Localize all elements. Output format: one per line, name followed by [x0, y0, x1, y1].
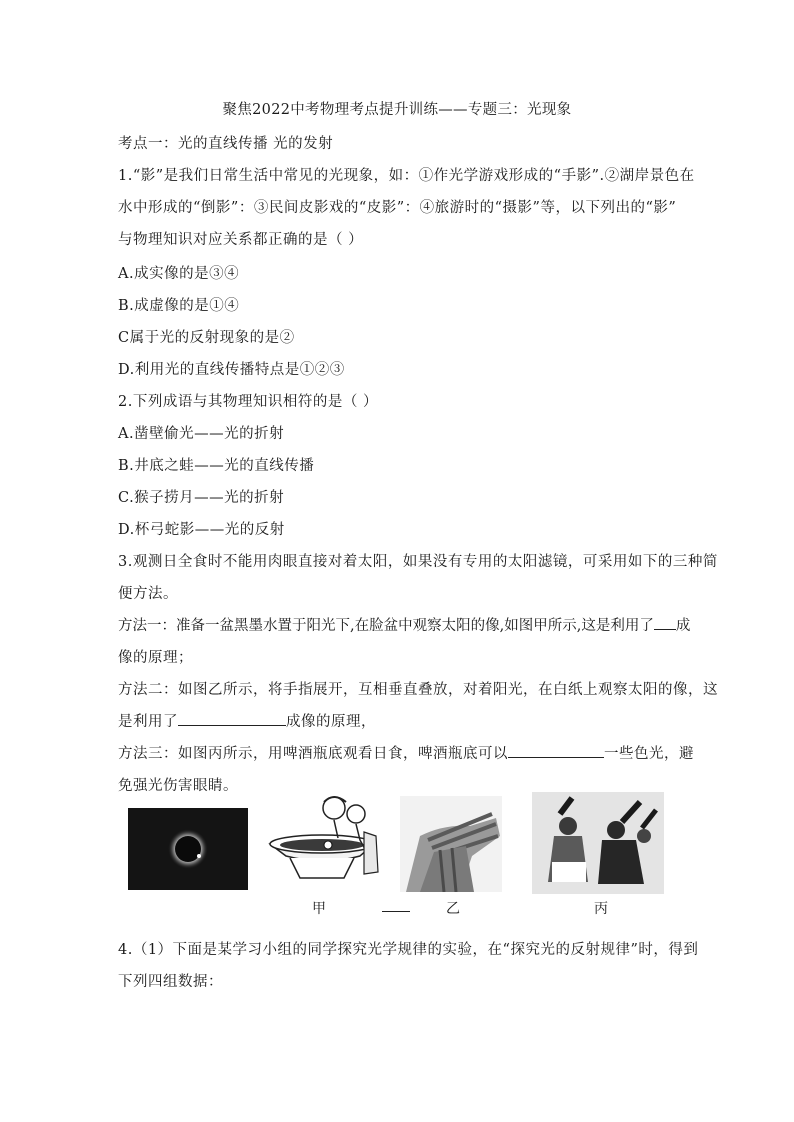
q1-option-c: C属于光的反射现象的是② — [118, 330, 295, 346]
q3-method-3-line-1 — [118, 742, 694, 763]
q1-stem-line-3: 与物理知识对应关系都正确的是（ ） — [118, 232, 364, 248]
q3-method-3-line-2: 免强光伤害眼睛。 — [118, 778, 238, 794]
q3-stem-line-2: 便方法。 — [118, 586, 178, 602]
q4-line-2: 下列四组数据： — [118, 974, 223, 990]
page-title: 聚焦2022中考物理考点提升训练——专题三：光现象 — [222, 102, 572, 118]
q1-stem-line-1: 1.“影”是我们日常生活中常见的光现象，如：①作光学游戏形成的“手影”.②湖岸景色在 — [118, 168, 695, 184]
q3-method-3-suffix: 一些色光，避 — [604, 746, 694, 762]
q1-option-a: A.成实像的是③④ — [118, 266, 240, 282]
q3-blank-2[interactable] — [178, 711, 286, 726]
q3-method-2-suffix: 成像的原理， — [286, 714, 376, 730]
caption-bing: 丙 — [594, 901, 608, 917]
q1-option-b: B.成虚像的是①④ — [118, 298, 240, 314]
q2-option-d: D.杯弓蛇影——光的反射 — [118, 522, 285, 538]
q3-method-1-suffix: 成 — [675, 618, 691, 634]
q3-method-1-line-1 — [118, 614, 691, 635]
q3-method-1-text: 方法一：准备一盆黑墨水置于阳光下,在脸盆中观察太阳的像,如图甲所示,这是利用了 — [118, 618, 654, 634]
q3-method-3-prefix: 方法三：如图丙所示，用啤酒瓶底观看日食，啤酒瓶底可以 — [118, 746, 508, 762]
q2-option-b: B.井底之蛙——光的直线传播 — [118, 458, 315, 474]
q2-stem: 2.下列成语与其物理知识相符的是（ ） — [118, 394, 378, 410]
section-heading: 考点一：光的直线传播 光的发射 — [118, 136, 334, 152]
q3-blank-1[interactable] — [654, 615, 676, 630]
caption-yi: 乙 — [446, 901, 460, 917]
q2-option-c: C.猴子捞月——光的折射 — [118, 490, 285, 506]
caption-underline — [382, 910, 410, 912]
q3-method-2-prefix: 是利用了 — [118, 714, 178, 730]
q4-line-1: 4.（1）下面是某学习小组的同学探究光学规律的实验，在“探究光的反射规律”时，得到 — [118, 942, 699, 958]
q3-stem-line-1: 3.观测日全食时不能用肉眼直接对着太阳，如果没有专用的太阳滤镜，可采用如下的三种简 — [118, 554, 718, 570]
hands-photo — [400, 796, 502, 892]
q3-method-2-line-2 — [118, 710, 678, 731]
q1-option-d: D.利用光的直线传播特点是①②③ — [118, 362, 345, 378]
caption-jia: 甲 — [312, 901, 326, 917]
q3-blank-3[interactable] — [508, 743, 604, 758]
eclipse-photo — [128, 808, 248, 890]
bottle-viewing-photo — [532, 792, 664, 894]
q1-stem-line-2: 水中形成的“倒影”：③民间皮影戏的“皮影”：④旅游时的“摄影”等，以下列出的“影” — [118, 200, 677, 216]
basin-illustration — [264, 792, 382, 892]
q2-option-a: A.凿壁偷光——光的折射 — [118, 426, 285, 442]
q3-method-1-line-2: 像的原理； — [118, 650, 193, 666]
q3-method-2-line-1: 方法二：如图乙所示，将手指展开，互相垂直叠放，对着阳光，在白纸上观察太阳的像，这 — [118, 682, 718, 698]
figure-strip — [118, 792, 674, 920]
